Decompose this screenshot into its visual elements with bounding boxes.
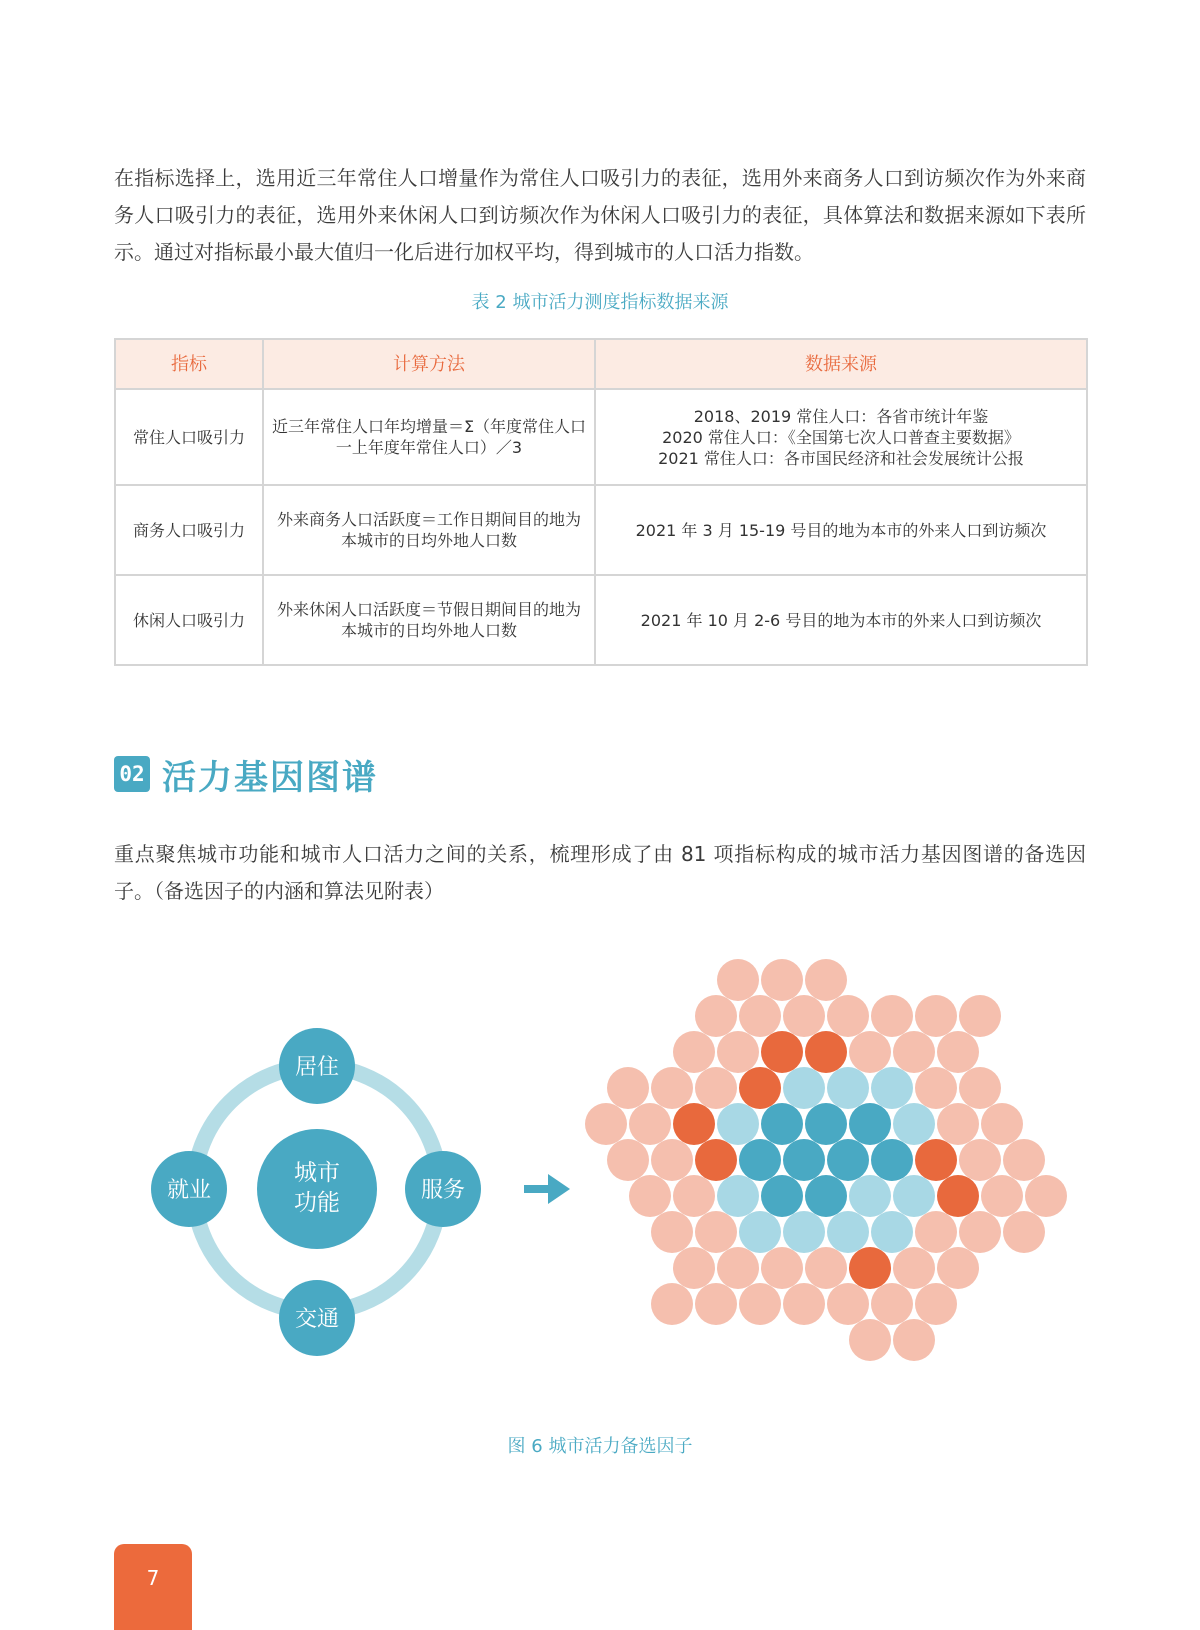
gene-bubble <box>981 1103 1023 1145</box>
section-number-badge: 02 <box>114 756 150 792</box>
gene-bubble <box>937 1247 979 1289</box>
gene-bubble <box>651 1139 693 1181</box>
cell-indicator: 常住人口吸引力 <box>115 389 263 485</box>
gene-bubble <box>761 1031 803 1073</box>
cell-method: 近三年常住人口年均增量＝Σ（年度常住人口 一上年度年常住人口）／3 <box>263 389 595 485</box>
gene-bubble <box>827 1139 869 1181</box>
gene-bubble <box>739 1283 781 1325</box>
gene-bubble <box>695 995 737 1037</box>
gene-bubble <box>893 1175 935 1217</box>
gene-bubble <box>849 1103 891 1145</box>
gene-bubble <box>761 1103 803 1145</box>
gene-bubble <box>937 1031 979 1073</box>
gene-bubble <box>1025 1175 1067 1217</box>
gene-bubble <box>673 1247 715 1289</box>
gene-bubble <box>849 1175 891 1217</box>
gene-bubble <box>871 1067 913 1109</box>
gene-bubble <box>849 1319 891 1361</box>
gene-bubble <box>959 1211 1001 1253</box>
gene-bubble <box>827 1211 869 1253</box>
gene-bubble <box>717 1175 759 1217</box>
source-line: 2018、2019 常住人口：各省市统计年鉴 <box>693 406 989 426</box>
gene-bubble <box>651 1067 693 1109</box>
cell-source: 2021 年 10 月 2-6 号目的地为本市的外来人口到访频次 <box>595 575 1087 665</box>
gene-bubble <box>871 995 913 1037</box>
gene-bubble <box>783 1067 825 1109</box>
center-circle <box>257 1129 377 1249</box>
gene-bubble <box>1003 1139 1045 1181</box>
gene-bubble <box>651 1283 693 1325</box>
gene-bubble <box>849 1031 891 1073</box>
source-line: 2021 常住人口：各市国民经济和社会发展统计公报 <box>658 448 1024 468</box>
gene-map-bubbles <box>585 959 1067 1361</box>
gene-bubble <box>717 1247 759 1289</box>
gene-bubble <box>761 959 803 1001</box>
header-method: 计算方法 <box>263 339 595 389</box>
gene-bubble <box>915 1139 957 1181</box>
gene-bubble <box>783 1211 825 1253</box>
gene-bubble <box>673 1103 715 1145</box>
gene-bubble <box>893 1247 935 1289</box>
gene-bubble <box>959 1139 1001 1181</box>
gene-bubble <box>827 995 869 1037</box>
gene-bubble <box>937 1175 979 1217</box>
gene-bubble <box>893 1319 935 1361</box>
gene-bubble <box>915 1067 957 1109</box>
gene-bubble <box>959 995 1001 1037</box>
gene-bubble <box>651 1211 693 1253</box>
gene-bubble <box>915 995 957 1037</box>
gene-bubble <box>695 1067 737 1109</box>
cell-method: 外来商务人口活跃度＝工作日期间目的地为本城市的日均外地人口数 <box>263 485 595 575</box>
gene-bubble <box>717 1103 759 1145</box>
gene-bubble <box>805 1175 847 1217</box>
gene-bubble <box>717 1031 759 1073</box>
gene-bubble <box>827 1067 869 1109</box>
gene-bubble <box>783 995 825 1037</box>
gene-bubble <box>761 1175 803 1217</box>
page-number: 7 <box>114 1544 192 1630</box>
center-label-2: 功能 <box>294 1190 340 1216</box>
gene-bubble <box>629 1175 671 1217</box>
gene-bubble <box>739 1139 781 1181</box>
gene-bubble <box>739 1211 781 1253</box>
intro-paragraph: 在指标选择上，选用近三年常住人口增量作为常住人口吸引力的表征，选用外来商务人口到访频次作为外来商务人口吸引力的表征，选用外来休闲人口到访频次作为休闲人口吸引力的表征，具体算法和数据来源如下表所示。通过对指标最小最大值归一化后进行加权平均，得到城市的人口活力指数。 <box>114 166 1086 264</box>
gene-bubble <box>585 1103 627 1145</box>
gene-bubble <box>849 1247 891 1289</box>
arrow-right-icon <box>524 1174 570 1204</box>
node-label: 交通 <box>294 1307 340 1332</box>
table-caption: 表 2 城市活力测度指标数据来源 <box>471 292 729 313</box>
cell-indicator: 休闲人口吸引力 <box>115 575 263 665</box>
gene-bubble <box>937 1103 979 1145</box>
gene-bubble <box>607 1067 649 1109</box>
figure-caption: 图 6 城市活力备选因子 <box>507 1436 693 1457</box>
gene-bubble <box>783 1283 825 1325</box>
gene-bubble <box>695 1139 737 1181</box>
gene-bubble <box>783 1139 825 1181</box>
header-indicator: 指标 <box>115 339 263 389</box>
header-source: 数据来源 <box>595 339 1087 389</box>
gene-bubble <box>827 1283 869 1325</box>
gene-bubble <box>871 1283 913 1325</box>
cell-indicator: 商务人口吸引力 <box>115 485 263 575</box>
gene-bubble <box>629 1103 671 1145</box>
gene-bubble <box>915 1211 957 1253</box>
cell-source: 2021 年 3 月 15-19 号目的地为本市的外来人口到访频次 <box>595 485 1087 575</box>
gene-bubble <box>871 1139 913 1181</box>
section-title: 活力基因图谱 <box>162 757 378 798</box>
node-label: 服务 <box>420 1178 466 1203</box>
gene-bubble <box>805 1031 847 1073</box>
gene-bubble <box>717 959 759 1001</box>
gene-bubble <box>805 1247 847 1289</box>
gene-bubble <box>695 1283 737 1325</box>
gene-bubble <box>893 1031 935 1073</box>
node-label: 就业 <box>166 1178 212 1203</box>
gene-bubble <box>805 1103 847 1145</box>
gene-bubble <box>695 1211 737 1253</box>
gene-bubble <box>739 995 781 1037</box>
section-paragraph: 重点聚焦城市功能和城市人口活力之间的关系，梳理形成了由 81 项指标构成的城市活力基因图谱的备选因子。（备选因子的内涵和算法见附表） <box>114 842 1086 903</box>
node-label: 居住 <box>294 1055 340 1080</box>
gene-bubble <box>959 1067 1001 1109</box>
gene-bubble <box>673 1031 715 1073</box>
center-label-1: 城市 <box>294 1160 340 1186</box>
gene-bubble <box>1003 1211 1045 1253</box>
gene-bubble <box>673 1175 715 1217</box>
cell-method: 外来休闲人口活跃度＝节假日期间目的地为本城市的日均外地人口数 <box>263 575 595 665</box>
gene-bubble <box>607 1139 649 1181</box>
gene-bubble <box>761 1247 803 1289</box>
gene-bubble <box>915 1283 957 1325</box>
gene-bubble <box>893 1103 935 1145</box>
source-line: 2020 常住人口：《全国第七次人口普查主要数据》 <box>662 427 1020 447</box>
gene-bubble <box>981 1175 1023 1217</box>
gene-bubble <box>871 1211 913 1253</box>
gene-bubble <box>805 959 847 1001</box>
gene-bubble <box>739 1067 781 1109</box>
